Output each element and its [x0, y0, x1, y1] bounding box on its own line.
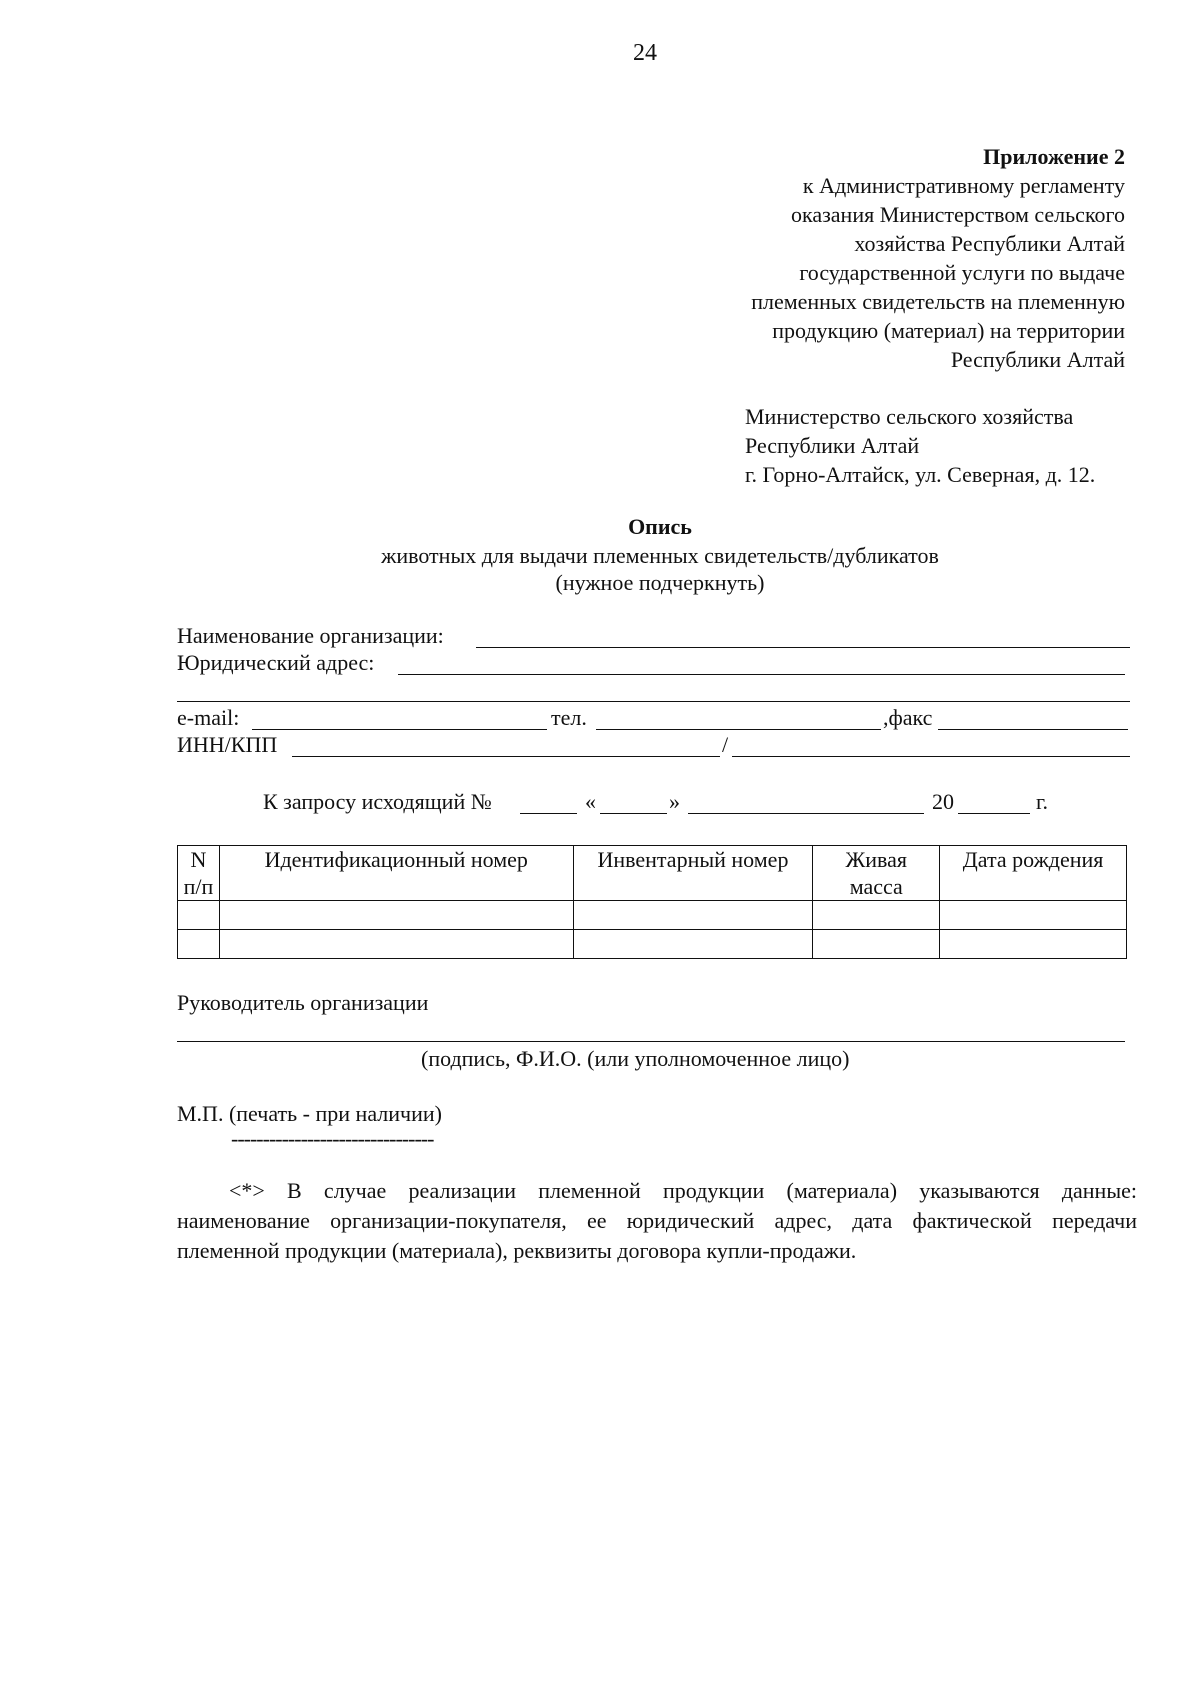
appendix-line: государственной услуги по выдаче: [799, 260, 1125, 285]
addressee-line: Республики Алтай: [745, 433, 920, 458]
signature-field[interactable]: [177, 1041, 1125, 1042]
document-subtitle: животных для выдачи племенных свидетельств/дубликатов: [381, 543, 939, 568]
inn-label: ИНН/КПП: [177, 732, 278, 757]
col-header-inventory: Инвентарный номер: [573, 846, 813, 901]
kpp-field[interactable]: [732, 756, 1130, 757]
appendix-line: хозяйства Республики Алтай: [854, 231, 1125, 256]
table-cell[interactable]: [813, 901, 940, 930]
request-month-field[interactable]: [688, 813, 924, 814]
table-cell[interactable]: [573, 930, 813, 959]
head-label: Руководитель организации: [177, 990, 429, 1015]
animals-table: [177, 845, 1127, 959]
year-suffix: г.: [1036, 789, 1049, 814]
col-header-live-mass: Живая масса: [813, 846, 940, 901]
fax-label: ,факс: [883, 705, 933, 730]
footnote-line: <*> В случае реализации племенной продукции (материала) указываются данные:: [229, 1178, 1137, 1203]
request-year-field[interactable]: [958, 813, 1030, 814]
table-header-row: [178, 846, 1127, 901]
document-subtitle-note: (нужное подчеркнуть): [555, 570, 765, 595]
document-title: Опись: [628, 514, 692, 539]
legal-address-field-cont[interactable]: [177, 701, 1130, 702]
table-cell[interactable]: [219, 901, 573, 930]
seal-label: М.П. (печать - при наличии): [177, 1101, 442, 1126]
org-name-label: Наименование организации:: [177, 623, 444, 648]
col-header-id: Идентификационный номер: [219, 846, 573, 901]
year-prefix: 20: [932, 789, 954, 814]
quote-open: «: [585, 789, 596, 814]
appendix-heading: Приложение 2: [983, 144, 1125, 169]
fax-field[interactable]: [938, 729, 1128, 730]
legal-address-field[interactable]: [398, 674, 1125, 675]
appendix-line: Республики Алтай: [950, 347, 1125, 372]
org-name-field[interactable]: [476, 647, 1130, 648]
phone-field[interactable]: [596, 729, 881, 730]
signature-caption: (подпись, Ф.И.О. (или уполномоченное лицо): [421, 1046, 850, 1071]
request-number-field[interactable]: [520, 813, 577, 814]
table-row: [178, 901, 1127, 930]
appendix-block: [751, 142, 1125, 374]
phone-label: тел.: [551, 705, 587, 730]
email-field[interactable]: [252, 729, 547, 730]
addressee-block: [745, 402, 1095, 489]
inn-field[interactable]: [292, 756, 720, 757]
request-label: К запросу исходящий №: [263, 789, 492, 814]
col-header-birth-date: Дата рождения: [940, 846, 1127, 901]
footnote-line: племенной продукции (материала), реквизиты договора купли-продажи.: [177, 1238, 857, 1263]
quote-close: »: [669, 789, 680, 814]
table-cell[interactable]: [178, 930, 220, 959]
request-day-field[interactable]: [600, 813, 667, 814]
table-cell[interactable]: [573, 901, 813, 930]
addressee-line: Министерство сельского хозяйства: [745, 404, 1074, 429]
table-cell[interactable]: [940, 901, 1127, 930]
appendix-line: к Административному регламенту: [802, 173, 1125, 198]
appendix-line: оказания Министерством сельского: [790, 202, 1125, 227]
table-row: [178, 930, 1127, 959]
page-number: 24: [633, 40, 657, 66]
table-cell[interactable]: [940, 930, 1127, 959]
email-label: e-mail:: [177, 705, 240, 730]
footnote-line: наименование организации-покупателя, ее юридический адрес, дата фактической передачи: [177, 1208, 1137, 1233]
footnote-separator: --------------------------------: [231, 1126, 434, 1151]
table-cell[interactable]: [813, 930, 940, 959]
appendix-line: продукцию (материал) на территории: [772, 318, 1125, 343]
table-cell[interactable]: [178, 901, 220, 930]
legal-address-label: Юридический адрес:: [177, 650, 375, 675]
table-cell[interactable]: [219, 930, 573, 959]
inn-slash: /: [722, 732, 729, 757]
appendix-line: племенных свидетельств на племенную: [751, 289, 1125, 314]
addressee-line: г. Горно-Алтайск, ул. Северная, д. 12.: [745, 462, 1096, 487]
col-header-number: N п/п: [178, 846, 220, 901]
footnote: [177, 1176, 1137, 1266]
